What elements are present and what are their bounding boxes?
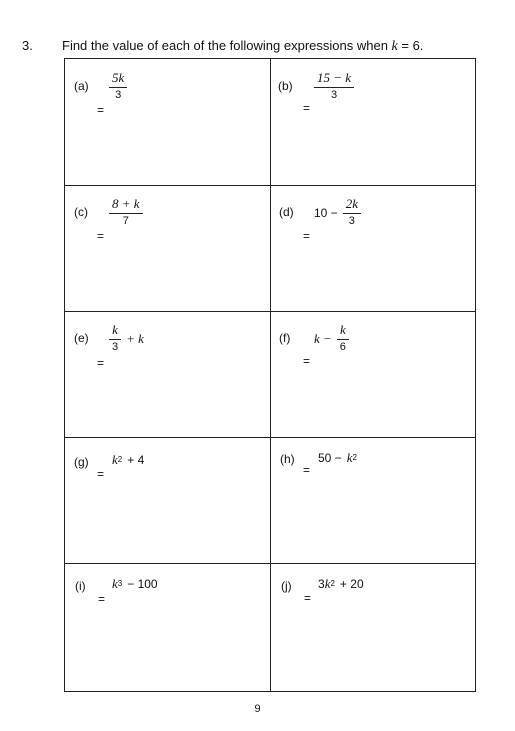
answer-cell-d[interactable] [270,185,477,311]
part-label-j: (j) [281,579,292,593]
fraction-c [109,197,143,228]
numerator-f: k [339,322,346,337]
suffix-e: + k [126,330,144,346]
numerator-e: k [112,322,118,337]
answer-cell-i[interactable] [65,563,270,693]
equals-sign-j: = [304,591,312,605]
numerator-d: 2k [345,196,358,211]
equals-sign-g: = [97,467,105,481]
prefix-f: k − [314,330,332,346]
denominator-b: 3 [330,89,338,101]
expression-f [314,323,349,354]
expression-a [109,71,127,102]
question-text-after: = 6. [397,38,424,53]
fraction-a [109,71,127,102]
answer-cell-g[interactable] [65,437,270,563]
expression-j: 3 k 2 + 20 [318,576,364,591]
rest-j: + 20 [339,577,364,591]
equals-sign-d: = [303,229,311,243]
part-label-i: (i) [75,579,86,593]
answer-cell-f[interactable] [270,311,477,437]
answer-cell-c[interactable] [65,185,270,311]
question-number: 3. [22,38,33,53]
part-label-d: (d) [279,205,294,219]
denominator-d: 3 [348,215,355,227]
question-text [62,38,423,55]
part-label-g: (g) [74,455,89,469]
equals-sign-b: = [303,101,311,115]
fraction-b [314,71,354,102]
prefix-h: 50 − [318,451,342,465]
fraction-d [343,197,361,228]
expression-h: 50 − k 2 [318,450,357,465]
equals-sign-i: = [98,592,106,606]
expression-d [314,197,361,228]
equals-sign-e: = [97,356,105,370]
fraction-e [109,323,121,354]
denominator-c: 7 [122,215,129,227]
answer-cell-a[interactable] [65,59,270,185]
base-g: k [112,452,118,467]
rest-g: + 4 [127,453,145,467]
part-label-b: (b) [278,79,293,93]
expression-e [109,323,144,354]
base-h: k [346,450,353,465]
numerator-a: 5k [112,70,125,85]
denominator-a: 3 [115,89,122,101]
expression-c [109,197,143,228]
answer-cell-b[interactable] [270,59,477,185]
answer-grid [64,58,476,692]
expression-g: k 2 + 4 [112,452,145,467]
equals-sign-h: = [303,463,311,477]
numerator-b: 15 − k [317,70,352,85]
denominator-e: 3 [112,341,119,353]
part-label-h: (h) [280,452,295,466]
page-number: 9 [254,703,261,715]
question-variable: k [391,39,398,54]
numerator-c: 8 + k [112,196,140,211]
part-label-f: (f) [279,331,291,345]
equals-sign-f: = [303,354,311,368]
prefix-j: 3 [318,577,325,591]
part-label-a: (a) [74,79,89,93]
fraction-f [337,323,349,354]
rest-i: − 100 [127,577,158,591]
equals-sign-a: = [97,103,105,117]
part-label-e: (e) [74,331,89,345]
answer-cell-h[interactable] [270,437,477,563]
question-text-before: Find the value of each of the following expressions when [62,38,392,53]
prefix-d: 10 − [314,205,338,220]
expression-i: k 3 − 100 [112,576,158,591]
denominator-f: 6 [339,341,346,353]
equals-sign-c: = [97,229,105,243]
part-label-c: (c) [74,205,88,219]
answer-cell-e[interactable] [65,311,270,437]
base-i: k [112,576,118,591]
base-j: k [324,576,331,591]
answer-cell-j[interactable] [270,563,477,693]
expression-b [314,71,354,102]
